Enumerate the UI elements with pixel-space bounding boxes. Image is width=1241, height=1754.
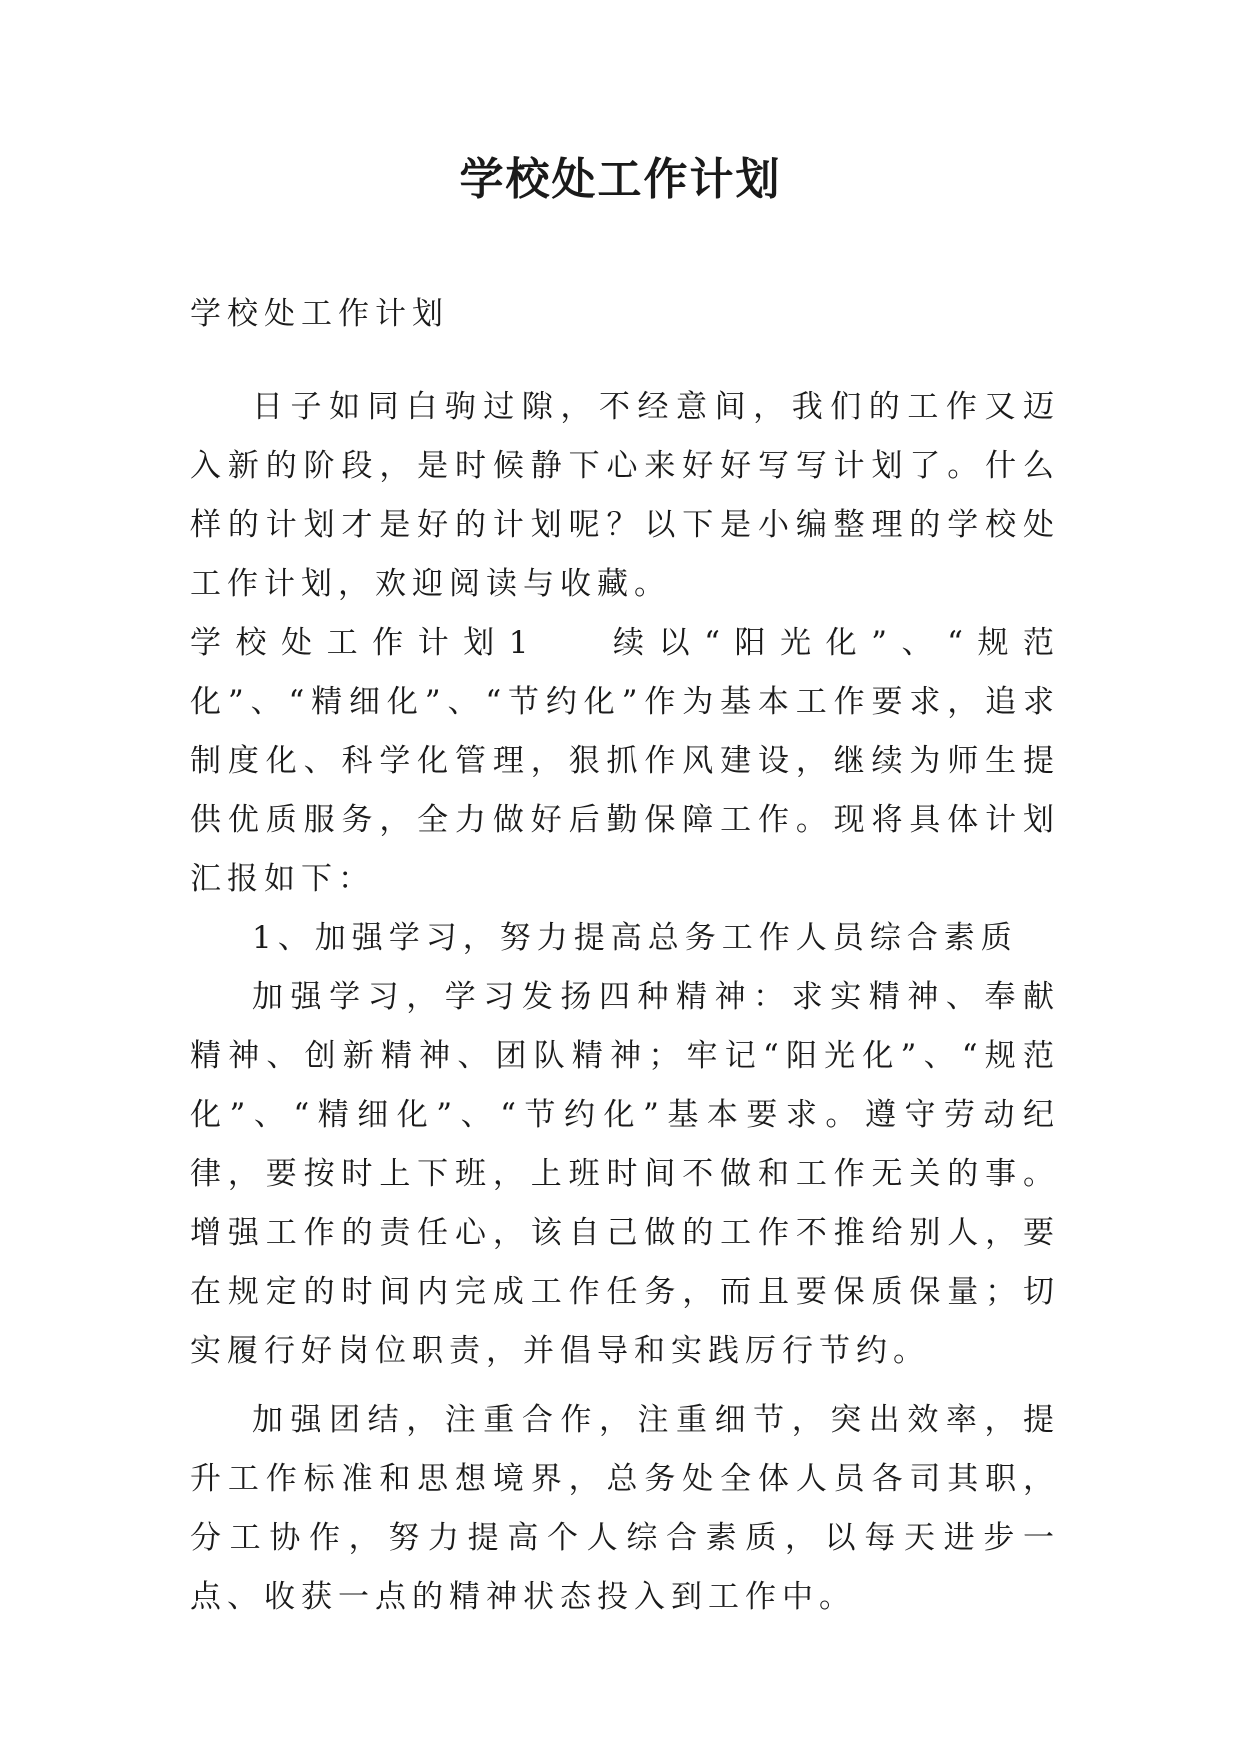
section-paragraph (190, 614, 1060, 909)
body-paragraph-1: 加强学习，学习发扬四种精神：求实精神、奉献精神、创新精神、团队精神；牢记“阳光化”、“规范化”、“精细化”、“节约化”基本要求。遵守劳动纪律，要按时上下班，上班时间不做和工作无关的事。增强工作的责任心，该自己做的工作不推给别人，要在规定的时间内完成工作任务，而且要保质保量；切实履行好岗位职责，并倡导和实践厉行节约。 (190, 979, 1060, 1369)
intro-paragraph: 日子如同白驹过隙，不经意间，我们的工作又迈入新的阶段，是时候静下心来好好写写计划了。什么样的计划才是好的计划呢？以下是小编整理的学校处工作计划，欢迎阅读与收藏。 (190, 389, 1060, 602)
section-label: 学校处工作计划1 (190, 625, 535, 661)
item-heading: 1、加强学习，努力提高总务工作人员综合素质 (252, 920, 1018, 956)
document-body (190, 285, 1060, 1627)
section-text: 续以“阳光化”、“规范化”、“精细化”、“节约化”作为基本工作要求，追求制度化、科学化管理，狠抓作风建设，继续为师生提供优质服务，全力做好后勤保障工作。现将具体计划汇报如下： (190, 625, 1060, 897)
document-title: 学校处工作计划 (459, 154, 782, 205)
body-paragraph-2: 加强团结，注重合作，注重细节，突出效率，提升工作标准和思想境界，总务处全体人员各司其职，分工协作，努力提高个人综合素质，以每天进步一点、收获一点的精神状态投入到工作中。 (190, 1402, 1060, 1615)
document-subtitle: 学校处工作计划 (190, 296, 449, 332)
